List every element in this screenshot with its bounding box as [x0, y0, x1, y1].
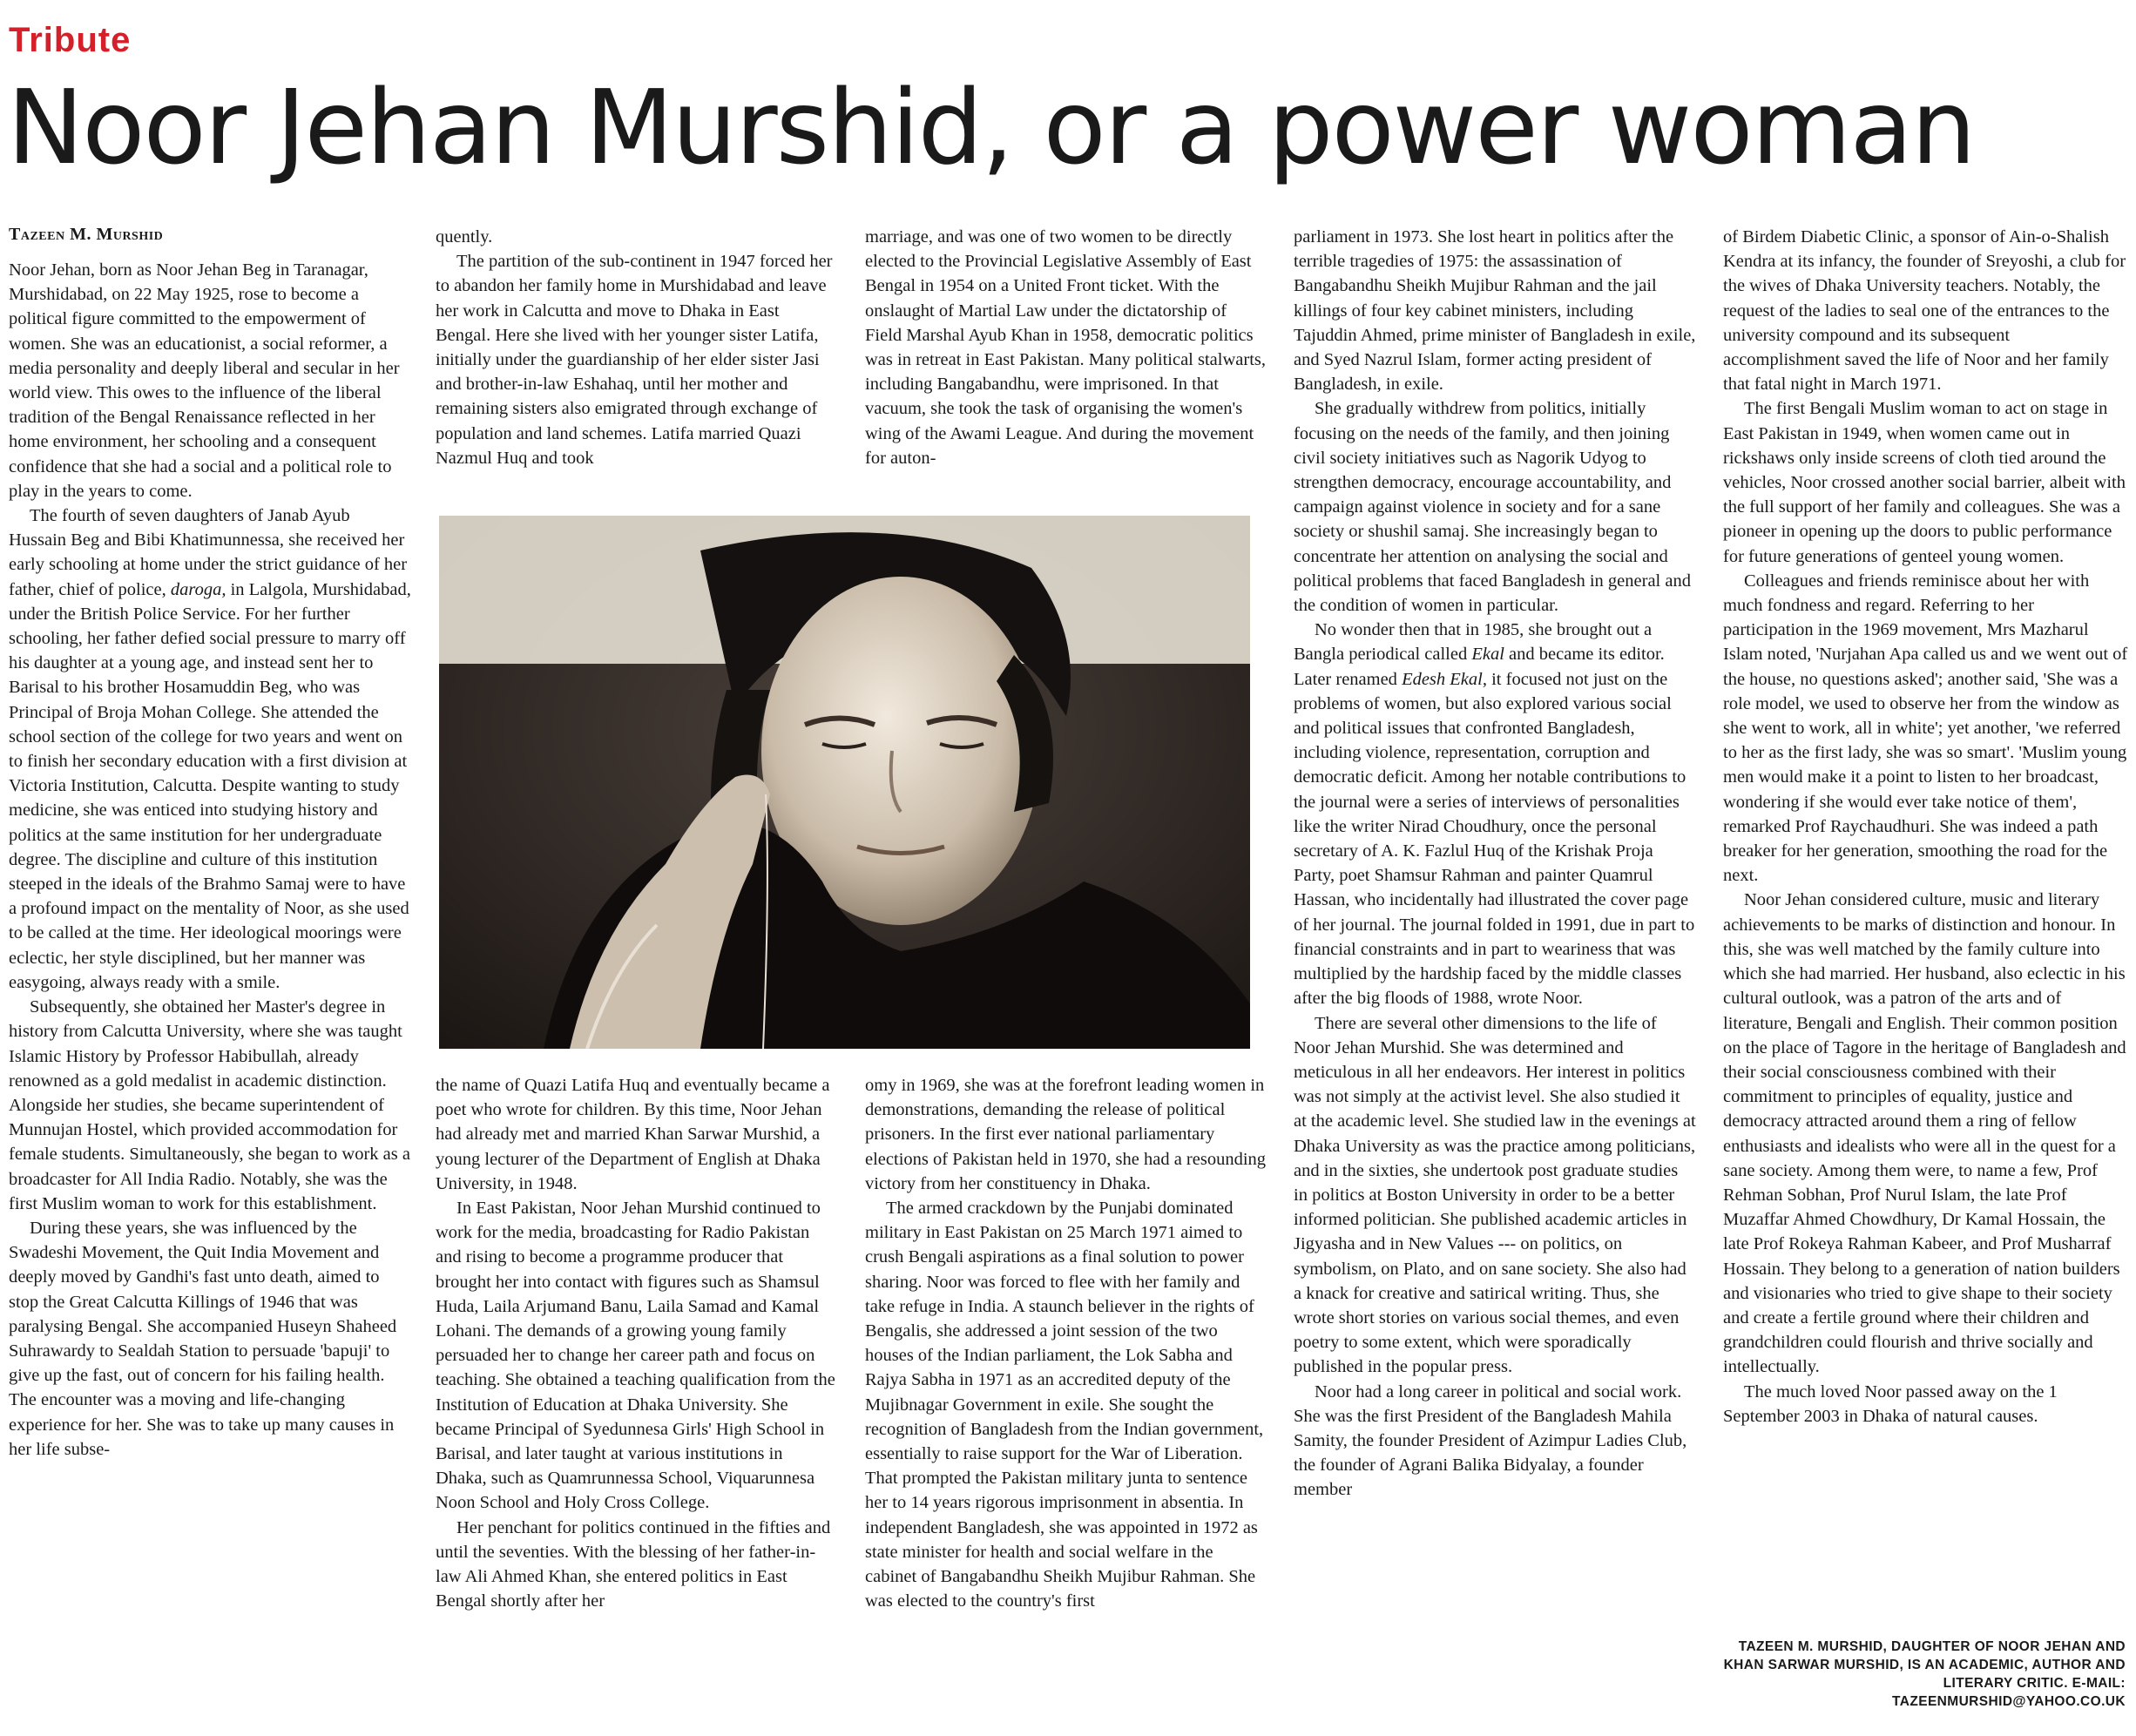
article-column-2-top: [436, 225, 838, 500]
paragraph: Subsequently, she obtained her Master's degree in history from Calcutta University, where she was taught Islamic History by Professor Habibullah, already renowned as a gold medalist in academic distinction. Alongside her studies, she became superintendent of Munnujan Hostel, which provided accommodation for female students. Simultaneously, she began to work as a broadcaster for All India Radio. Notably, she was the first Muslim woman to work for this establishment.: [9, 997, 410, 1213]
paragraph: The first Bengali Muslim woman to act on stage in East Pakistan in 1949, when women came out in rickshaws only inside screens of cloth tied around the vehicles, Noor crossed another social barrier, albeit with the full support of her family and colleagues. She was a pioneer in opening up the doors to public performance for future generations of genteel young women.: [1723, 399, 2126, 566]
portrait-photo: [439, 516, 1250, 1049]
paragraph: marriage, and was one of two women to be directly elected to the Provincial Legislative Assembly of East Bengal in 1954 on a United Front ticket. With the onslaught of Martial Law under the dictatorship of Field Marshal Ayub Khan in 1958, democratic politics was in retreat in East Pakistan. Many political stalwarts, including Bangabandhu, were imprisoned. In that vacuum, she took the task of organising the women's wing of the Awami League. And during the movement for auton-: [865, 227, 1266, 468]
paragraph: the name of Quazi Latifa Huq and eventually became a poet who wrote for children. By this time, Noor Jehan had already met and married Khan Sarwar Murshid, a young lecturer of the Department of English at Dhaka University, in 1948.: [436, 1076, 830, 1193]
paragraph: The partition of the sub-continent in 1947 forced her to abandon her family home in Murshidabad and leave her work in Calcutta and move to Dhaka in East Bengal. Here she lived with her younger sister Latifa, initially under the guardianship of her elder sister Jasi and brother-in-law Eshahaq, until her mother and remaining sisters also emigrated through exchange of population and land schemes. Latifa married Quazi Nazmul Huq and took: [436, 252, 833, 468]
paragraph: of Birdem Diabetic Clinic, a sponsor of Ain-o-Shalish Kendra at its infancy, the founder of Sreyoshi, a club for the wives of Dhaka University teachers. Notably, the request of the ladies to seal one of the entrances to the university compound and its subsequent accomplishment saved the life of Noor and her family that fatal night in March 1971.: [1723, 227, 2126, 395]
article-column-1: [9, 258, 411, 1721]
paragraph: Noor Jehan, born as Noor Jehan Beg in Taranagar, Murshidabad, on 22 May 1925, rose to become a political figure committed to the empowerment of women. She was an educationist, a social reformer, a media personality and deeply liberal and secular in her world view. This owes to the influence of the liberal tradition of the Bengal Renaissance reflected in her home environment, her schooling and a consequent confidence that she had a social and a political role to play in the years to come.: [9, 260, 400, 501]
paragraph: During these years, she was influenced by the Swadeshi Movement, the Quit India Movement and deeply moved by Gandhi's fast unto death, aimed to stop the Great Calcutta Killings of 1946 that was paralysing Bengal. She accompanied Huseyn Shaheed Suhrawardy to Sealdah Station to persuade 'bapuji' to give up the fast, out of concern for his failing health. The encounter was a moving and life-changing experience for her. She was to take up many causes in her life subse-: [9, 1218, 397, 1459]
paragraph: quently.: [436, 227, 493, 247]
paragraph: The fourth of seven daughters of Janab Ayub Hussain Beg and Bibi Khatimunnessa, she received her early schooling at home under the strict guidance of her father, chief of police, daroga, in Lalgola, Murshidabad, under the British Police Service. For her further schooling, her father defied social pressure to marry off his daughter at a young age, and instead sent her to Barisal to his brother Hosamuddin Beg, who was Principal of Broja Mohan College. She attended the school section of the college for two years and went on to finish her secondary education with a first division at Victoria Institution, Calcutta. Despite wanting to study medicine, she was enticed into studying history and politics at the same institution for her undergraduate degree. The discipline and culture of this institution steeped in the ideals of the Brahmo Samaj were to have a profound impact on the mentality of Noor, as she used to be called at the time. Her ideological moorings were eclectic, her style disciplined, but her manner was easygoing, always ready with a smile.: [9, 506, 411, 992]
paragraph: In East Pakistan, Noor Jehan Murshid continued to work for the media, broadcasting for Radio Pakistan and rising to become a programme producer that brought her into contact with figures such as Shamsul Huda, Laila Arjumand Banu, Laila Samad and Kamal Lohani. The demands of a growing young family persuaded her to change her career path and focus on teaching. She obtained a teaching qualification from the Institution of Education at Dhaka University. She became Principal of Syedunnesa Girls' High School in Barisal, and later taught at various institutions in Dhaka, such as Quamrunnessa School, Viquarunnesa Noon School and Holy Cross College.: [436, 1199, 835, 1513]
paragraph: The armed crackdown by the Punjabi dominated military in East Pakistan on 25 March 1971 aimed to crush Bengali aspirations as a final solution to power sharing. Noor was forced to flee with her family and take refuge in India. A staunch believer in the rights of Bengalis, she addressed a joint session of the two houses of the Indian parliament, the Lok Sabha and Rajya Sabha in 1971 as an accredited deputy of the Mujibnagar Government in exile. She sought the recognition of Bangladesh from the Indian government, essentially to raise support for the War of Liberation. That prompted the Pakistan military junta to sentence her to 14 years rigorous imprisonment in absentia. In independent Bangladesh, she was appointed in 1972 as state minister for health and social welfare in the cabinet of Bangabandhu Sheikh Mujibur Rahman. She was elected to the country's first: [865, 1199, 1264, 1611]
article-column-5: [1723, 225, 2128, 1618]
paragraph: There are several other dimensions to the life of Noor Jehan Murshid. She was determined and meticulous in all her endeavors. Her interest in politics was not simply at the activist level. She also studied it at the academic level. She studied law in the evenings at Dhaka University as was the practice among politicians, and in the sixties, she undertook post graduate studies in politics at Boston University in order to be a better informed politician. She published academic articles in Jigyasha and in New Values --- on politics, on symbolism, on Plato, and on sane society. She also had a knack for creative and satirical writing. Thus, she wrote short stories on various social themes, and even poetry to some extent, which were sporadically published in the popular press.: [1294, 1013, 1696, 1377]
paragraph: No wonder then that in 1985, she brought out a Bangla periodical called Ekal and became its editor. Later renamed Edesh Ekal, it focused not just on the problems of women, but also explored various social and political issues that confronted Bangladesh, including violence, representation, corruption and democratic deficit. Among her notable contributions to the journal were a series of interviews of personalities like the writer Nirad Choudhury, once the personal secretary of A. K. Fazlul Huq of the Krishak Proja Party, poet Shamsur Rahman and painter Quamrul Hassan, who incidentally had illustrated the cover page of her journal. The journal folded in 1991, due in part to financial constraints and in part to weariness that was multiplied by the hardship faced by the middle classes after the big floods of 1988, wrote Noor.: [1294, 620, 1695, 1009]
paragraph: The much loved Noor passed away on the 1 September 2003 in Dhaka of natural causes.: [1723, 1381, 2058, 1426]
section-label: Tribute: [9, 21, 132, 59]
paragraph: Colleagues and friends reminisce about her with much fondness and regard. Referring to her participation in the 1969 movement, Mrs Mazharul Islam noted, 'Nurjahan Apa called us and we went out of the house, no questions asked'; another said, 'She was a role model, we used to observe her from the window as she went to work, all in white'; yet another, 'we referred to her as the first lady, she was so smart'. 'Muslim young men would make it a point to listen to her broadcast, wondering if she would ever take notice of them', remarked Prof Raychaudhuri. She was indeed a path breaker for her generation, smoothing the road for the next.: [1723, 571, 2128, 886]
article-column-4: [1294, 225, 1696, 1723]
paragraph: Her penchant for politics continued in the fifties and until the seventies. With the blessing of her father-in-law Ali Ahmed Khan, she entered politics in East Bengal shortly after her: [436, 1517, 831, 1611]
headline: Noor Jehan Murshid, or a power woman: [7, 67, 1975, 187]
paragraph: omy in 1969, she was at the forefront leading women in demonstrations, demanding the release of political prisoners. In the first ever national parliamentary elections of Pakistan held in 1970, she had a resounding victory from her constituency in Dhaka.: [865, 1076, 1267, 1193]
portrait-photo-icon: [439, 516, 1250, 1049]
article-column-3-top: [865, 225, 1267, 500]
article-column-3-bottom: [865, 1073, 1267, 1725]
article-column-2-bottom: [436, 1073, 838, 1725]
paragraph: Noor Jehan considered culture, music and literary achievements to be marks of distinction and honour. In this, she was well matched by the family culture into which she had married. Her husband, also eclectic in his cultural outlook, was a patron of the arts and of literature, Bengali and English. Their common position on the place of Tagore in the heritage of Bangladesh and their social consciousness combined with their commitment to principles of equality, justice and democracy attracted around them a ring of fellow enthusiasts and idealists who were all in the quest for a sane society. Among them were, to name a few, Prof Rehman Sobhan, Prof Nurul Islam, the late Prof Muzaffar Ahmed Chowdhury, Dr Kamal Hossain, the late Prof Rokeya Rahman Kabeer, and Prof Musharraf Hossain. They belong to a generation of nation builders and visionaries who tried to give shape to their society and create a fertile ground where their children and grandchildren could flourish and thrive socially and intellectually.: [1723, 890, 2126, 1377]
paragraph: Noor had a long career in political and social work. She was the first President of the Bangladesh Mahila Samity, the founder President of Azimpur Ladies Club, the founder of Agrani Balika Bidyalay, a founder member: [1294, 1381, 1687, 1500]
byline: Tazeen M. Murshid: [9, 225, 164, 244]
paragraph: parliament in 1973. She lost heart in politics after the terrible tragedies of 1975: the assassination of Bangabandhu Sheikh Mujibur Rahman and the jail killings of four key cabinet ministers, including Tajuddin Ahmed, prime minister of Bangladesh in exile, and Syed Nazrul Islam, former acting president of Bangladesh, in exile.: [1294, 227, 1696, 395]
author-credit: TAZEEN M. MURSHID, DAUGHTER OF NOOR JEHAN AND KHAN SARWAR MURSHID, IS AN ACADEMIC, AUTHOR AND LITERARY CRITIC. E-MAIL: TAZEENMURSHID@YAHOO.CO.UK: [1723, 1639, 2126, 1709]
paragraph: She gradually withdrew from politics, initially focusing on the needs of the family, and then joining civil society initiatives such as Nagorik Udyog to strengthen democracy, encourage accountability, and campaign against violence in society and for a sane society or shushil samaj. She increasingly began to concentrate her attention on analysing the social and political problems that faced Bangladesh in general and the condition of women in particular.: [1294, 399, 1691, 616]
